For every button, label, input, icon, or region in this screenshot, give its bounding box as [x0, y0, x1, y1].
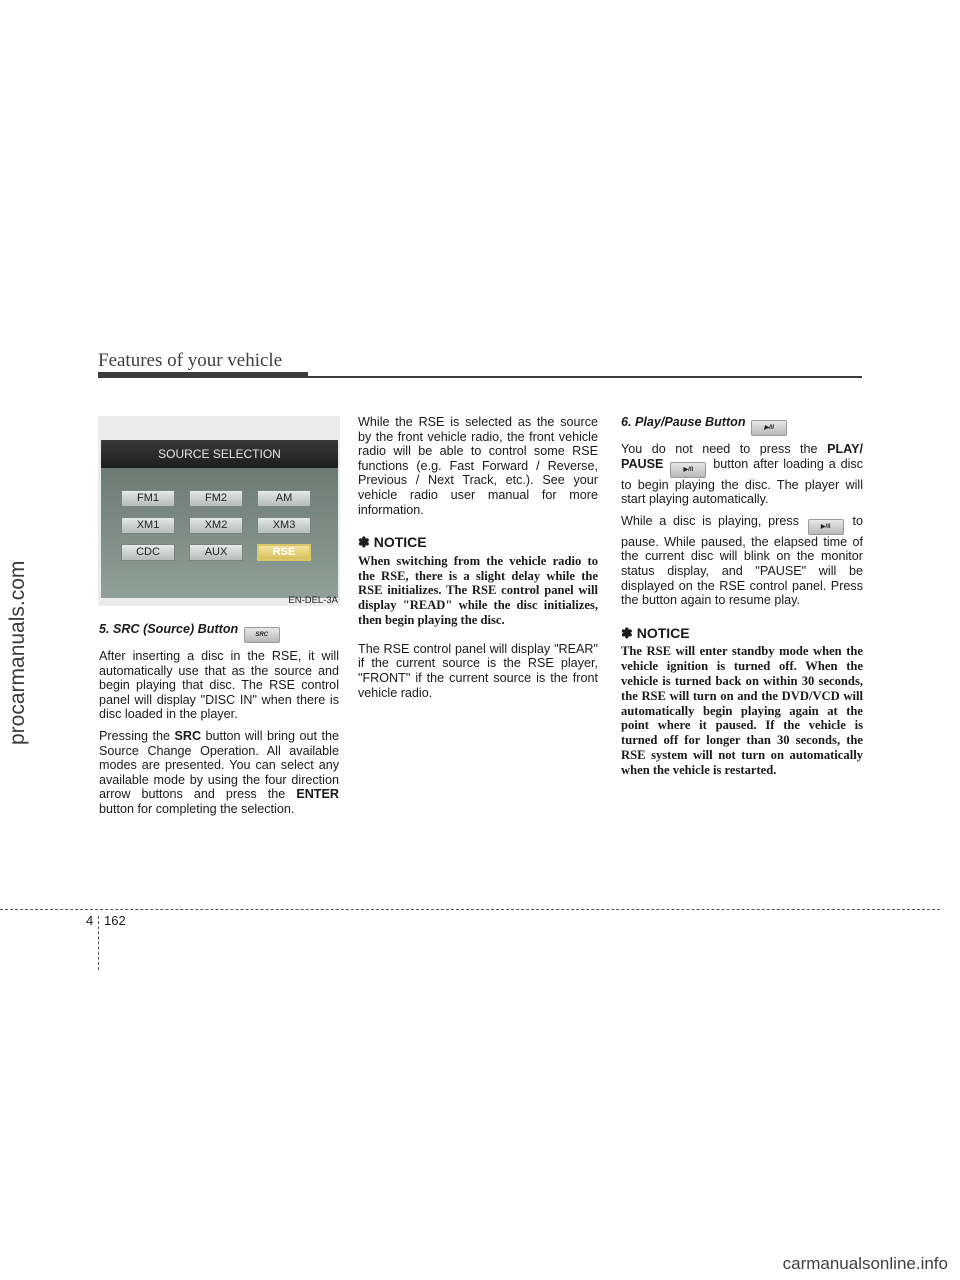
- page-number: 162: [104, 913, 126, 928]
- notice-star-icon: ✽: [621, 624, 633, 641]
- source-button-fm1: FM1: [121, 490, 175, 507]
- notice-label: NOTICE: [636, 624, 690, 641]
- rse-front-radio-paragraph: While the RSE is selected as the source by the front vehicle radio, the front vehicle radio will be able to control some RSE functions (e.g. Fast Forward / Reverse, Previous / Next Track, etc.). See your vehicle radio user manual for more information.: [358, 415, 598, 517]
- chapter-number: 4: [86, 913, 94, 928]
- text-run: to pause. While paused, the elapsed time of the current disc will blink on the monitor status display, and "PAUSE" will be displayed on the RSE control panel. Press the button again to resume play.: [621, 513, 863, 608]
- play-pause-icon: ▶/II: [670, 462, 706, 478]
- src-button-heading-text: 5. SRC (Source) Button: [99, 622, 239, 636]
- notice-star-icon: ✽: [358, 534, 370, 551]
- play-pause-heading-text: 6. Play/Pause Button: [621, 415, 746, 429]
- rse-display-paragraph: The RSE control panel will display "REAR" if the current source is the RSE player, "FRONT" if the current source is the front vehicle radio.: [358, 641, 598, 700]
- text-run: button will bring out the Source Change Operation. All available modes are presented. You can select any available mode by using the four direction arrow buttons and press the: [99, 728, 339, 802]
- header-rule-accent: [98, 372, 308, 378]
- text-run: button after loading a disc to begin playing the disc. The player will start playing automatically.: [621, 456, 863, 507]
- source-button-aux: AUX: [189, 544, 243, 561]
- notice-heading: [621, 626, 863, 641]
- bottom-watermark: carmanualsonline.info: [782, 1254, 948, 1273]
- figure-code: EN-DEL-3A: [288, 595, 338, 606]
- src-paragraph-1: After inserting a disc in the RSE, it will automatically use that as the source and begin playing that disc. The RSE control panel will display "DISC IN" when there is disc loaded in the player.: [99, 649, 339, 722]
- footer-vertical-rule: [98, 916, 99, 970]
- column-1: [99, 622, 339, 824]
- source-button-xm2: XM2: [189, 517, 243, 534]
- notice-text: When switching from the vehicle radio to the RSE, there is a slight delay while the RSE initializes. The RSE control panel will display "READ" while the disc initializes, then begin playing the disc.: [358, 553, 598, 627]
- source-button-am: AM: [257, 490, 311, 507]
- src-button-heading: [99, 622, 339, 643]
- source-button-fm2: FM2: [189, 490, 243, 507]
- notice-text: The RSE will enter standby mode when the vehicle ignition is turned off. When the vehicle is turned back on within 30 seconds, the RSE will turn on and the DVD/VCD will automatically begin playing again at the point where it paused. If the vehicle is turned off for longer than 30 seconds, the RSE system will not turn on automatically when the vehicle is restarted.: [621, 644, 863, 777]
- screen-title: SOURCE SELECTION: [101, 440, 338, 468]
- src-button-icon: SRC: [244, 627, 280, 643]
- side-watermark: [4, 545, 44, 1045]
- source-selection-figure: [98, 416, 340, 606]
- src-paragraph-2: [99, 729, 339, 817]
- footer-dashed-rule: [0, 909, 940, 910]
- play-pause-icon: ▶/II: [751, 420, 787, 436]
- src-keyword: SRC: [174, 728, 202, 743]
- play-pause-paragraph-2: [621, 514, 863, 608]
- source-selection-screen: [101, 440, 338, 598]
- source-button-rse-selected: RSE: [257, 544, 311, 561]
- play-pause-icon: ▶/II: [808, 519, 844, 535]
- play-pause-keyword: PLAY/ PAUSE: [621, 442, 863, 471]
- text-run: Pressing the: [99, 728, 175, 743]
- page-header-title: Features of your vehicle: [98, 350, 283, 371]
- column-2: [358, 415, 598, 707]
- play-pause-heading: [621, 415, 863, 436]
- source-button-xm1: XM1: [121, 517, 175, 534]
- text-run: You do not need to press the: [621, 442, 828, 456]
- source-button-cdc: CDC: [121, 544, 175, 561]
- enter-keyword: ENTER: [296, 787, 339, 802]
- text-run: While a disc is playing, press: [621, 513, 806, 528]
- notice-label: NOTICE: [373, 534, 427, 551]
- text-run: button for completing the selection.: [99, 801, 295, 816]
- source-button-xm3: XM3: [257, 517, 311, 534]
- play-pause-paragraph-1: [621, 442, 863, 507]
- side-watermark-text: procarmanuals.com: [6, 560, 29, 745]
- column-3: [621, 415, 863, 792]
- notice-heading: [358, 535, 598, 550]
